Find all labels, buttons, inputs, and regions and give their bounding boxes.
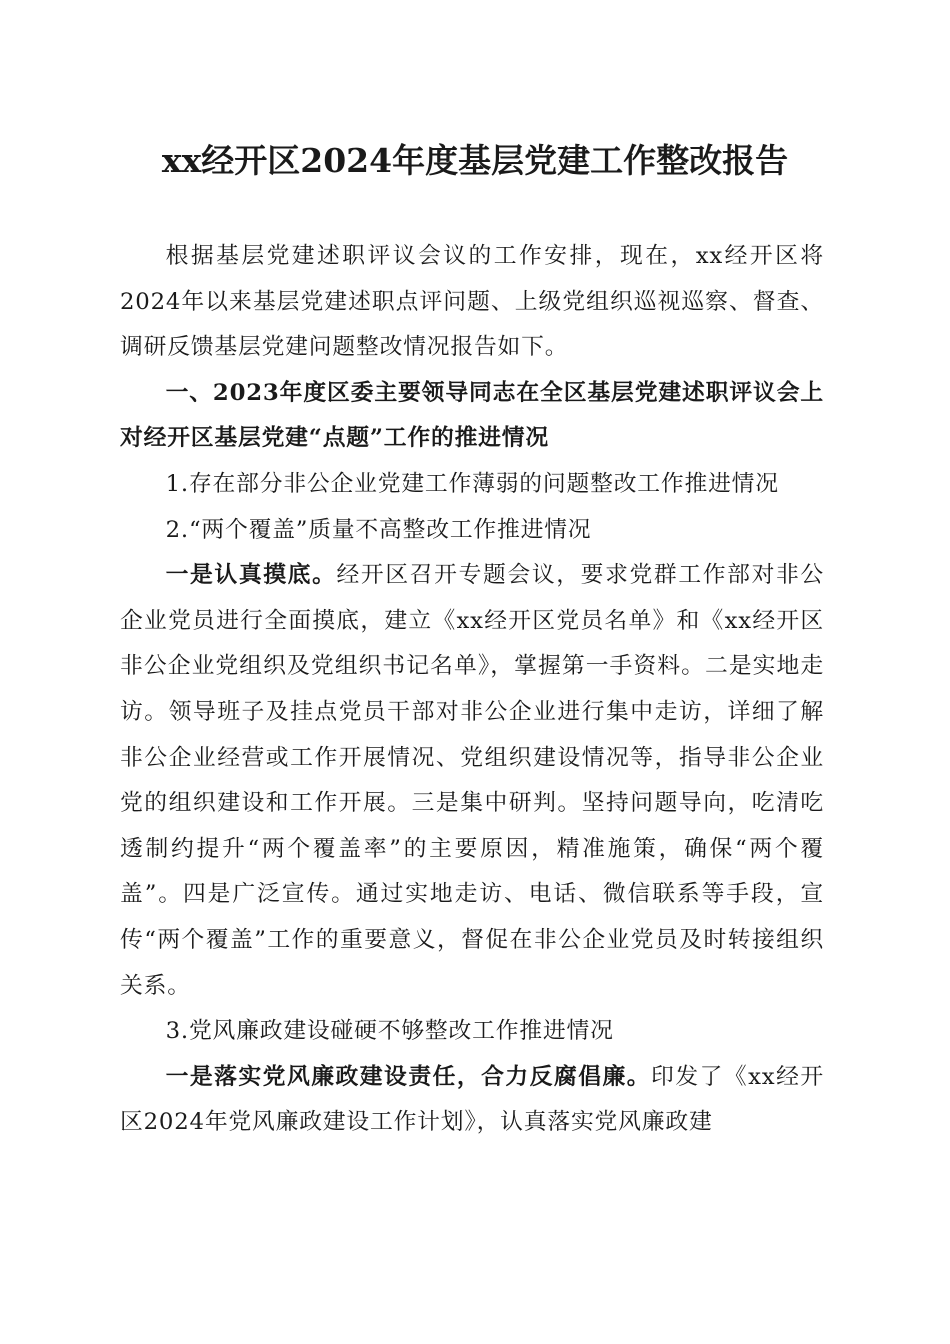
body-paragraph-integrity (120, 1055, 824, 1146)
paragraph-lead: 一是落实党风廉政建设责任，合力反腐倡廉。 (165, 1063, 652, 1090)
subheading-text: 1.存在部分非公企业党建工作薄弱的问题整改工作推进情况 (165, 470, 779, 497)
subheading-1 (120, 462, 824, 508)
heading-text: 一、2023年度区委主要领导同志在全区基层党建述职评议会上对经开区基层党建“点题”工作的推进情况 (120, 379, 824, 452)
document-body (120, 234, 824, 1146)
intro-paragraph (120, 234, 824, 371)
paragraph-text: 印发了《xx经开区2024年党风廉政建设工作计划》，认真落实党风廉政建 (120, 1063, 824, 1136)
subheading-text: 2.“两个覆盖”质量不高整改工作推进情况 (165, 516, 592, 543)
subheading-2 (120, 508, 824, 554)
paragraph-text: 经开区召开专题会议，要求党群工作部对非公企业党员进行全面摸底，建立《xx经开区党员名单》和《xx经开区非公企业党组织及党组织书记名单》，掌握第一手资料。二是实地走访。领导班子及挂点党员干部对非公企业进行集中走访，详细了解非公企业经营或工作开展情况、党组织建设情况等，指导非公企业党的组织建设和工作开展。三是集中研判。坚持问题导向，吃清吃透制约提升“两个覆盖率”的主要原因，精准施策，确保“两个覆盖”。四是广泛宣传。通过实地走访、电话、微信联系等手段，宣传“两个覆盖”工作的重要意义，督促在非公企业党员及时转接组织关系。 (120, 562, 825, 999)
subheading-text: 3.党风廉政建设碰硬不够整改工作推进情况 (165, 1018, 614, 1045)
section-heading-1 (120, 371, 824, 462)
body-paragraph-measures (120, 553, 824, 1009)
paragraph-text: 根据基层党建述职评议会议的工作安排，现在，xx经开区将2024年以来基层党建述职点评问题、上级党组织巡视巡察、督查、调研反馈基层党建问题整改情况报告如下。 (120, 243, 824, 361)
paragraph-lead: 一是认真摸底。 (165, 562, 337, 589)
subheading-3 (120, 1009, 824, 1055)
document-title: xx经开区2024年度基层党建工作整改报告 (161, 141, 789, 180)
